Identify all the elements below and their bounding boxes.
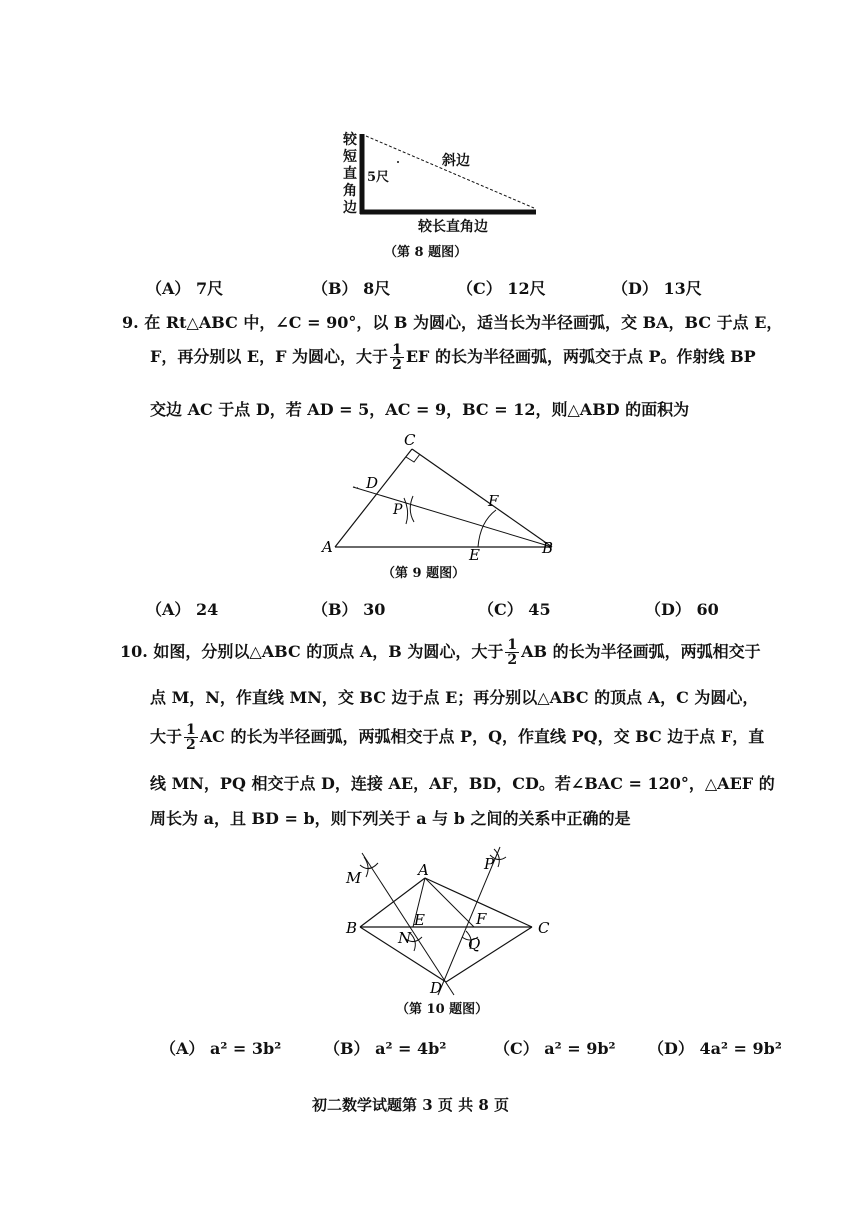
q10-fraction-2: $\frac{1}{2}$	[186, 722, 196, 753]
fig10-label-A: A	[418, 861, 429, 879]
q8-option-d[interactable]: （D） 13尺	[612, 279, 702, 298]
fig9-label-A: A	[322, 538, 333, 556]
fig9-label-D: D	[366, 474, 379, 492]
q10-line-4: 线 MN，PQ 相交于点 D，连接 AE，AF，BD，CD。若∠BAC = 120°，△AEF 的	[150, 774, 775, 793]
page-footer: 初二数学试题第 3 页 共 8 页	[312, 1096, 509, 1114]
q10-line-3	[150, 723, 764, 752]
q10-line-5: 周长为 a，且 BD = b，则下列关于 a 与 b 之间的关系中正确的是	[150, 809, 631, 828]
q9-option-a[interactable]: （A） 24	[146, 600, 219, 619]
q10-option-a[interactable]: （A） a² = 3b²	[160, 1039, 282, 1058]
q8-option-a[interactable]: （A） 7尺	[146, 279, 224, 298]
q10-line-2: 点 M，N，作直线 MN，交 BC 边于点 E；再分别以△ABC 的顶点 A，C 为圆心，	[150, 688, 759, 707]
fig8-height-label: 5尺	[367, 170, 390, 185]
fig9-caption: （第 9 题图）	[382, 566, 466, 581]
q9-line-2-a: F，再分别以 E，F 为圆心，大于	[150, 347, 389, 366]
figure-9	[320, 428, 560, 568]
fig10-label-F: F	[476, 910, 487, 928]
fig9-label-C: C	[404, 431, 416, 449]
q10-line-1-b: AB 的长为半径画弧，两弧相交于	[521, 642, 761, 661]
fig10-label-B: B	[346, 919, 358, 937]
q9-line-2-b: EF 的长为半径画弧，两弧交于点 P。作射线 BP	[405, 347, 756, 366]
fig9-label-F: F	[488, 492, 499, 510]
fig8-hypotenuse-label: 斜边	[442, 153, 470, 169]
q9-line-2	[150, 343, 756, 372]
q10-option-c[interactable]: （C） a² = 9b²	[494, 1039, 616, 1058]
q9-option-b[interactable]: （B） 30	[312, 600, 386, 619]
fig10-label-C: C	[538, 919, 550, 937]
fig8-vertical-label: 较 短 直 角 边	[343, 132, 357, 216]
q9-option-d[interactable]: （D） 60	[645, 600, 719, 619]
fig10-label-P: P	[484, 855, 495, 873]
fig10-label-M: M	[346, 869, 362, 887]
fig8-long-leg-label: 较长直角边	[418, 219, 488, 235]
q10-option-b[interactable]: （B） a² = 4b²	[324, 1039, 447, 1058]
q8-option-c[interactable]: （C） 12尺	[457, 279, 546, 298]
fig8-caption: （第 8 题图）	[384, 245, 468, 260]
q10-line-1	[120, 638, 761, 667]
fig9-label-B: B	[542, 539, 554, 557]
fig10-label-E: E	[414, 911, 425, 929]
q10-fraction-1: $\frac{1}{2}$	[507, 637, 518, 668]
fig10-label-Q: Q	[468, 935, 481, 953]
q10-line-1-a: 10. 如图，分别以△ABC 的顶点 A，B 为圆心，大于	[120, 642, 504, 661]
figure-8	[338, 128, 548, 243]
q8-option-b[interactable]: （B） 8尺	[312, 279, 391, 298]
q10-line-3-b: AC 的长为半径画弧，两弧相交于点 P，Q，作直线 PQ，交 BC 边于点 F，直	[199, 727, 765, 746]
q9-line-3: 交边 AC 于点 D，若 AD = 5，AC = 9，BC = 12，则△ABD 的面积为	[150, 400, 690, 419]
q10-line-3-a: 大于	[150, 727, 183, 746]
q9-line-1: 9. 在 Rt△ABC 中，∠C = 90°，以 B 为圆心，适当长为半径画弧，交 BA，BC 于点 E，	[122, 313, 783, 332]
q9-option-c[interactable]: （C） 45	[478, 600, 551, 619]
fig10-caption: （第 10 题图）	[396, 1002, 489, 1017]
q10-option-d[interactable]: （D） 4a² = 9b²	[648, 1039, 782, 1058]
fig10-label-N: N	[398, 929, 412, 947]
fig10-label-D: D	[430, 979, 443, 997]
q9-fraction: $\frac{1}{2}$	[392, 342, 402, 373]
figure-10	[340, 845, 560, 997]
fig9-label-P: P	[393, 502, 403, 518]
fig9-label-E: E	[469, 546, 480, 564]
